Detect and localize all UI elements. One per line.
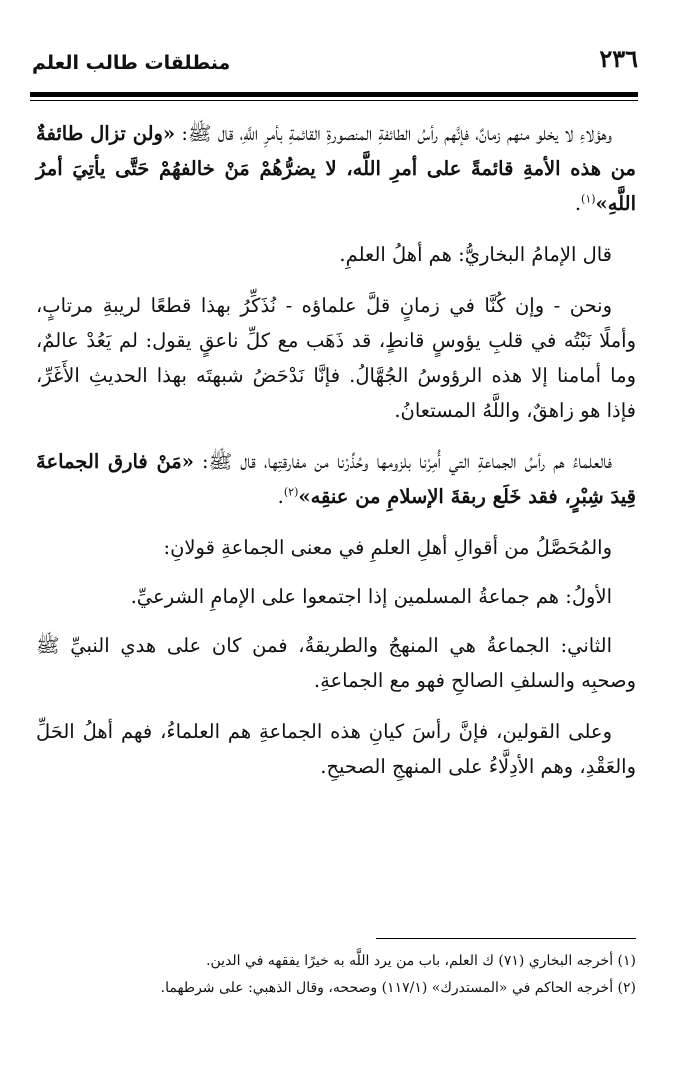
running-title: منطلقات طالب العلم — [32, 52, 231, 74]
paragraph-4-end: . — [277, 485, 284, 508]
hadith-quote-2: «مَنْ فارق الجماعةَ قِيدَ شِبْرٍ، فقد خَلَع ربقةَ الإسلامِ من عنقِه» — [36, 450, 636, 508]
page-number: ٢٣٦ — [599, 44, 638, 73]
paragraph-1 — [36, 116, 636, 221]
footnotes — [36, 948, 636, 1002]
header-rule-thin — [30, 100, 638, 101]
header-rule-thick — [30, 92, 638, 97]
footnote-ref-2[interactable]: (٢) — [283, 485, 299, 499]
paragraph-6: الأولُ: هم جماعةُ المسلمين إذا اجتمعوا على الإمامِ الشرعيِّ. — [130, 585, 612, 608]
main-text — [36, 116, 636, 800]
footnote-ref-1[interactable]: (١) — [581, 192, 596, 206]
footnote-2: (٢) أخرجه الحاكم في «المستدرك» (١١٧/١) وصححه، وقال الذهبي: على شرطهما. — [160, 980, 636, 996]
paragraph-1-end: . — [574, 192, 582, 215]
page-header — [30, 44, 638, 92]
paragraph-8: وعلى القولين، فإنَّ رأسَ كيانِ هذه الجماعةِ هم العلماءُ، فهم أهلُ الحَلِّ والعَقْدِ، وهم الأدِلَّاءُ على المنهجِ الصحيحِ. — [36, 720, 636, 778]
paragraph-4 — [36, 444, 636, 514]
paragraph-2: قال الإمامُ البخاريُّ: هم أهلُ العلمِ. — [339, 243, 612, 266]
paragraph-1-text: وهؤلاءِ لا يخلو منهم زمانٌ، فإنَّهم رأسُ الطائفةِ المنصورةِ القائمةِ بأمرِ اللَّهِ، قال ﷺ: — [175, 122, 612, 145]
footnote-1: (١) أخرجه البخاري (٧١) ك العلم، باب من يرد اللَّه به خيرًا يفقهه في الدين. — [206, 953, 636, 969]
footnote-separator — [376, 938, 636, 939]
paragraph-3: ونحن - وإن كُنَّا في زمانٍ قلَّ علماؤه - نُذَكِّرُ بهذا قطعًا لريبةِ مرتابٍ، وأملًا نَبْتُه في قلبِ يؤوسٍ قانطٍ، قد ذَهَب مع كلِّ ناعقٍ يقول: لم يَعُدْ عالمٌ، وما أمامنا إلا هذه الرؤوسُ الجُهَّالُ. فإنَّا نَدْحَضُ شبهتَه بهذا الحديثِ الأَغَرِّ، فإذا هو زاهقٌ، واللَّهُ المستعانُ. — [36, 294, 636, 422]
paragraph-5: والمُحَصَّلُ من أقوالِ أهلِ العلمِ في معنى الجماعةِ قولانِ: — [163, 536, 612, 559]
paragraph-4-text: فالعلماءُ هم رأسُ الجماعةِ التي أُمِرْنا بلزومها وحُذِّرْنا من مفارقتِها، قال ﷺ: — [193, 450, 612, 473]
paragraph-7: الثاني: الجماعةُ هي المنهجُ والطريقةُ، فمن كان على هدي النبيِّ ﷺ وصحبِه والسلفِ الصالحِ فهو مع الجماعةِ. — [36, 634, 636, 692]
hadith-quote-1: «ولن تزال طائفةٌ من هذه الأمةِ قائمةً على أمرِ اللَّه، لا يضرُّهُمْ مَنْ خالفهُمْ حَتَّى يأتِيَ أمرُ اللَّهِ» — [36, 122, 636, 215]
